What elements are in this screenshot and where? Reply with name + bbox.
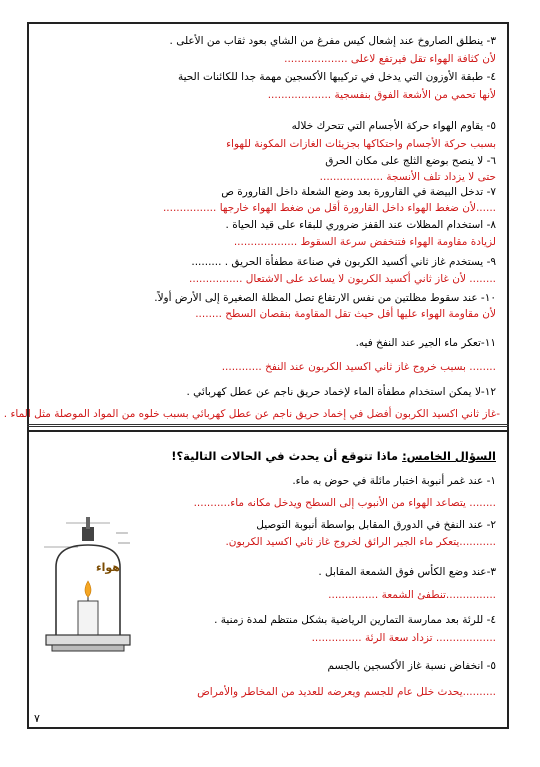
question-line-s5q1: ١- عند غمر أنبوبة اختبار مائلة في حوض به ماء. — [292, 475, 496, 487]
question-line-s5q5: ٥- انخفاض نسبة غاز الأكسجين بالجسم — [327, 660, 496, 672]
answer-line-a6: حتى لا يزداد تلف الأنسجة ................... — [319, 171, 496, 183]
candle-diagram — [38, 515, 138, 665]
answer-line-a9: ........ لأن غاز ثاني أكسيد الكربون لا يساعد على الاشتعال ................ — [189, 273, 496, 285]
answer-line-s5a1: ........ يتصاعد الهواء من الأنبوب إلى السطح ويدخل مكانه ماء........... — [193, 497, 496, 509]
question-line-q5: ٥- يقاوم الهواء حركة الأجسام التي تتحرك خلاله — [291, 120, 496, 132]
answer-line-a7: ......لأن ضغط الهواء داخل القارورة أقل من ضغط الهواء خارجها ................ — [162, 202, 496, 214]
answer-line-s5a2: ...........يتعكر ماء الجير الرائق لخروج غاز ثاني اكسيد الكربون. — [225, 536, 496, 548]
question-line-q3: ٣- ينطلق الصاروخ عند إشعال كيس مفرغ من الشاي بعود ثقاب من الأعلى . — [169, 35, 496, 47]
answer-line-a5: بسبب حركة الأجسام واحتكاكها بجزيئات الغازات المكونة للهواء — [226, 138, 496, 150]
section5-heading-label: السؤال الخامس: — [402, 449, 496, 463]
page-number: ٧ — [34, 712, 40, 725]
question-line-s5q3: ٣-عند وضع الكأس فوق الشمعة المقابل . — [318, 566, 496, 578]
section5-heading — [171, 450, 496, 463]
question-line-q7: ٧- تدخل البيضة في القارورة بعد وضع الشعلة داخل القارورة ص — [221, 186, 496, 198]
answer-line-s5a3: ...............تنطفئ الشمعة ............... — [328, 589, 496, 601]
answer-line-a11: ........ بسبب خروج غاز ثاني اكسيد الكربون عند النفخ ............ — [221, 361, 496, 373]
question-line-s5q2: ٢- عند النفخ في الدورق المقابل بواسطة أنبوبة التوصيل — [256, 519, 496, 531]
question-line-q4: ٤- طبقة الأوزون التي يدخل في تركيبها الأكسجين مهمة جدا للكائنات الحية — [177, 71, 496, 83]
candle-under-glass-figure — [38, 515, 138, 665]
question-line-q9: ٩- يستخدم غاز ثاني أكسيد الكربون في صناعة مطفأة الحريق . ......... — [191, 256, 496, 268]
answer-line-a12: -غاز ثاني اكسيد الكربون أفضل في إخماد حريق ناجم عن عطل كهربائي بسبب خلوه من المواد الموصلة مثل الماء . — [3, 408, 500, 420]
answer-line-a3: لأن كثافة الهواء تقل فيرتفع لاعلى ................... — [284, 53, 496, 65]
question-line-s5q4: ٤- للرئة بعد ممارسة التمارين الرياضية بشكل منتظم لمدة زمنية . — [214, 614, 496, 626]
answer-line-a8: لزيادة مقاومة الهواء فتنخفض سرعة السقوط ................... — [233, 236, 496, 248]
section5-heading-text: ماذا تتوقع أن يحدث في الحالات التالية؟! — [171, 449, 399, 463]
answer-line-s5a4: .................. تزداد سعة الرئة ............... — [311, 632, 496, 644]
question-line-q6: ٦- لا ينصح بوضع الثلج على مكان الحرق — [325, 155, 496, 167]
question-line-q12: ١٢-لا يمكن استخدام مطفأة الماء لإخماد حريق ناجم عن عطل كهربائي . — [186, 386, 496, 398]
question-line-q10: ١٠- عند سقوط مظلتين من نفس الارتفاع تصل المظلة الصغيرة إلى الأرض أولاً. — [154, 292, 496, 304]
answer-line-s5a5: ..........يحدث خلل عام للجسم ويعرضه للعديد من المخاطر والأمراض — [197, 686, 496, 698]
section-divider — [27, 424, 509, 427]
air-caption: هواء — [96, 561, 120, 574]
answer-line-a4: لأنها تحمي من الأشعة الفوق بنفسجية ................... — [267, 89, 496, 101]
answer-line-a10: لأن مقاومة الهواء عليها أقل حيث تقل المقاومة بنقصان السطح ........ — [195, 308, 496, 320]
question-line-q11: ١١-تعكر ماء الجير عند النفخ فيه. — [355, 337, 496, 349]
question-line-q8: ٨- استخدام المظلات عند القفز ضروري للبقاء على قيد الحياة . — [225, 219, 496, 231]
